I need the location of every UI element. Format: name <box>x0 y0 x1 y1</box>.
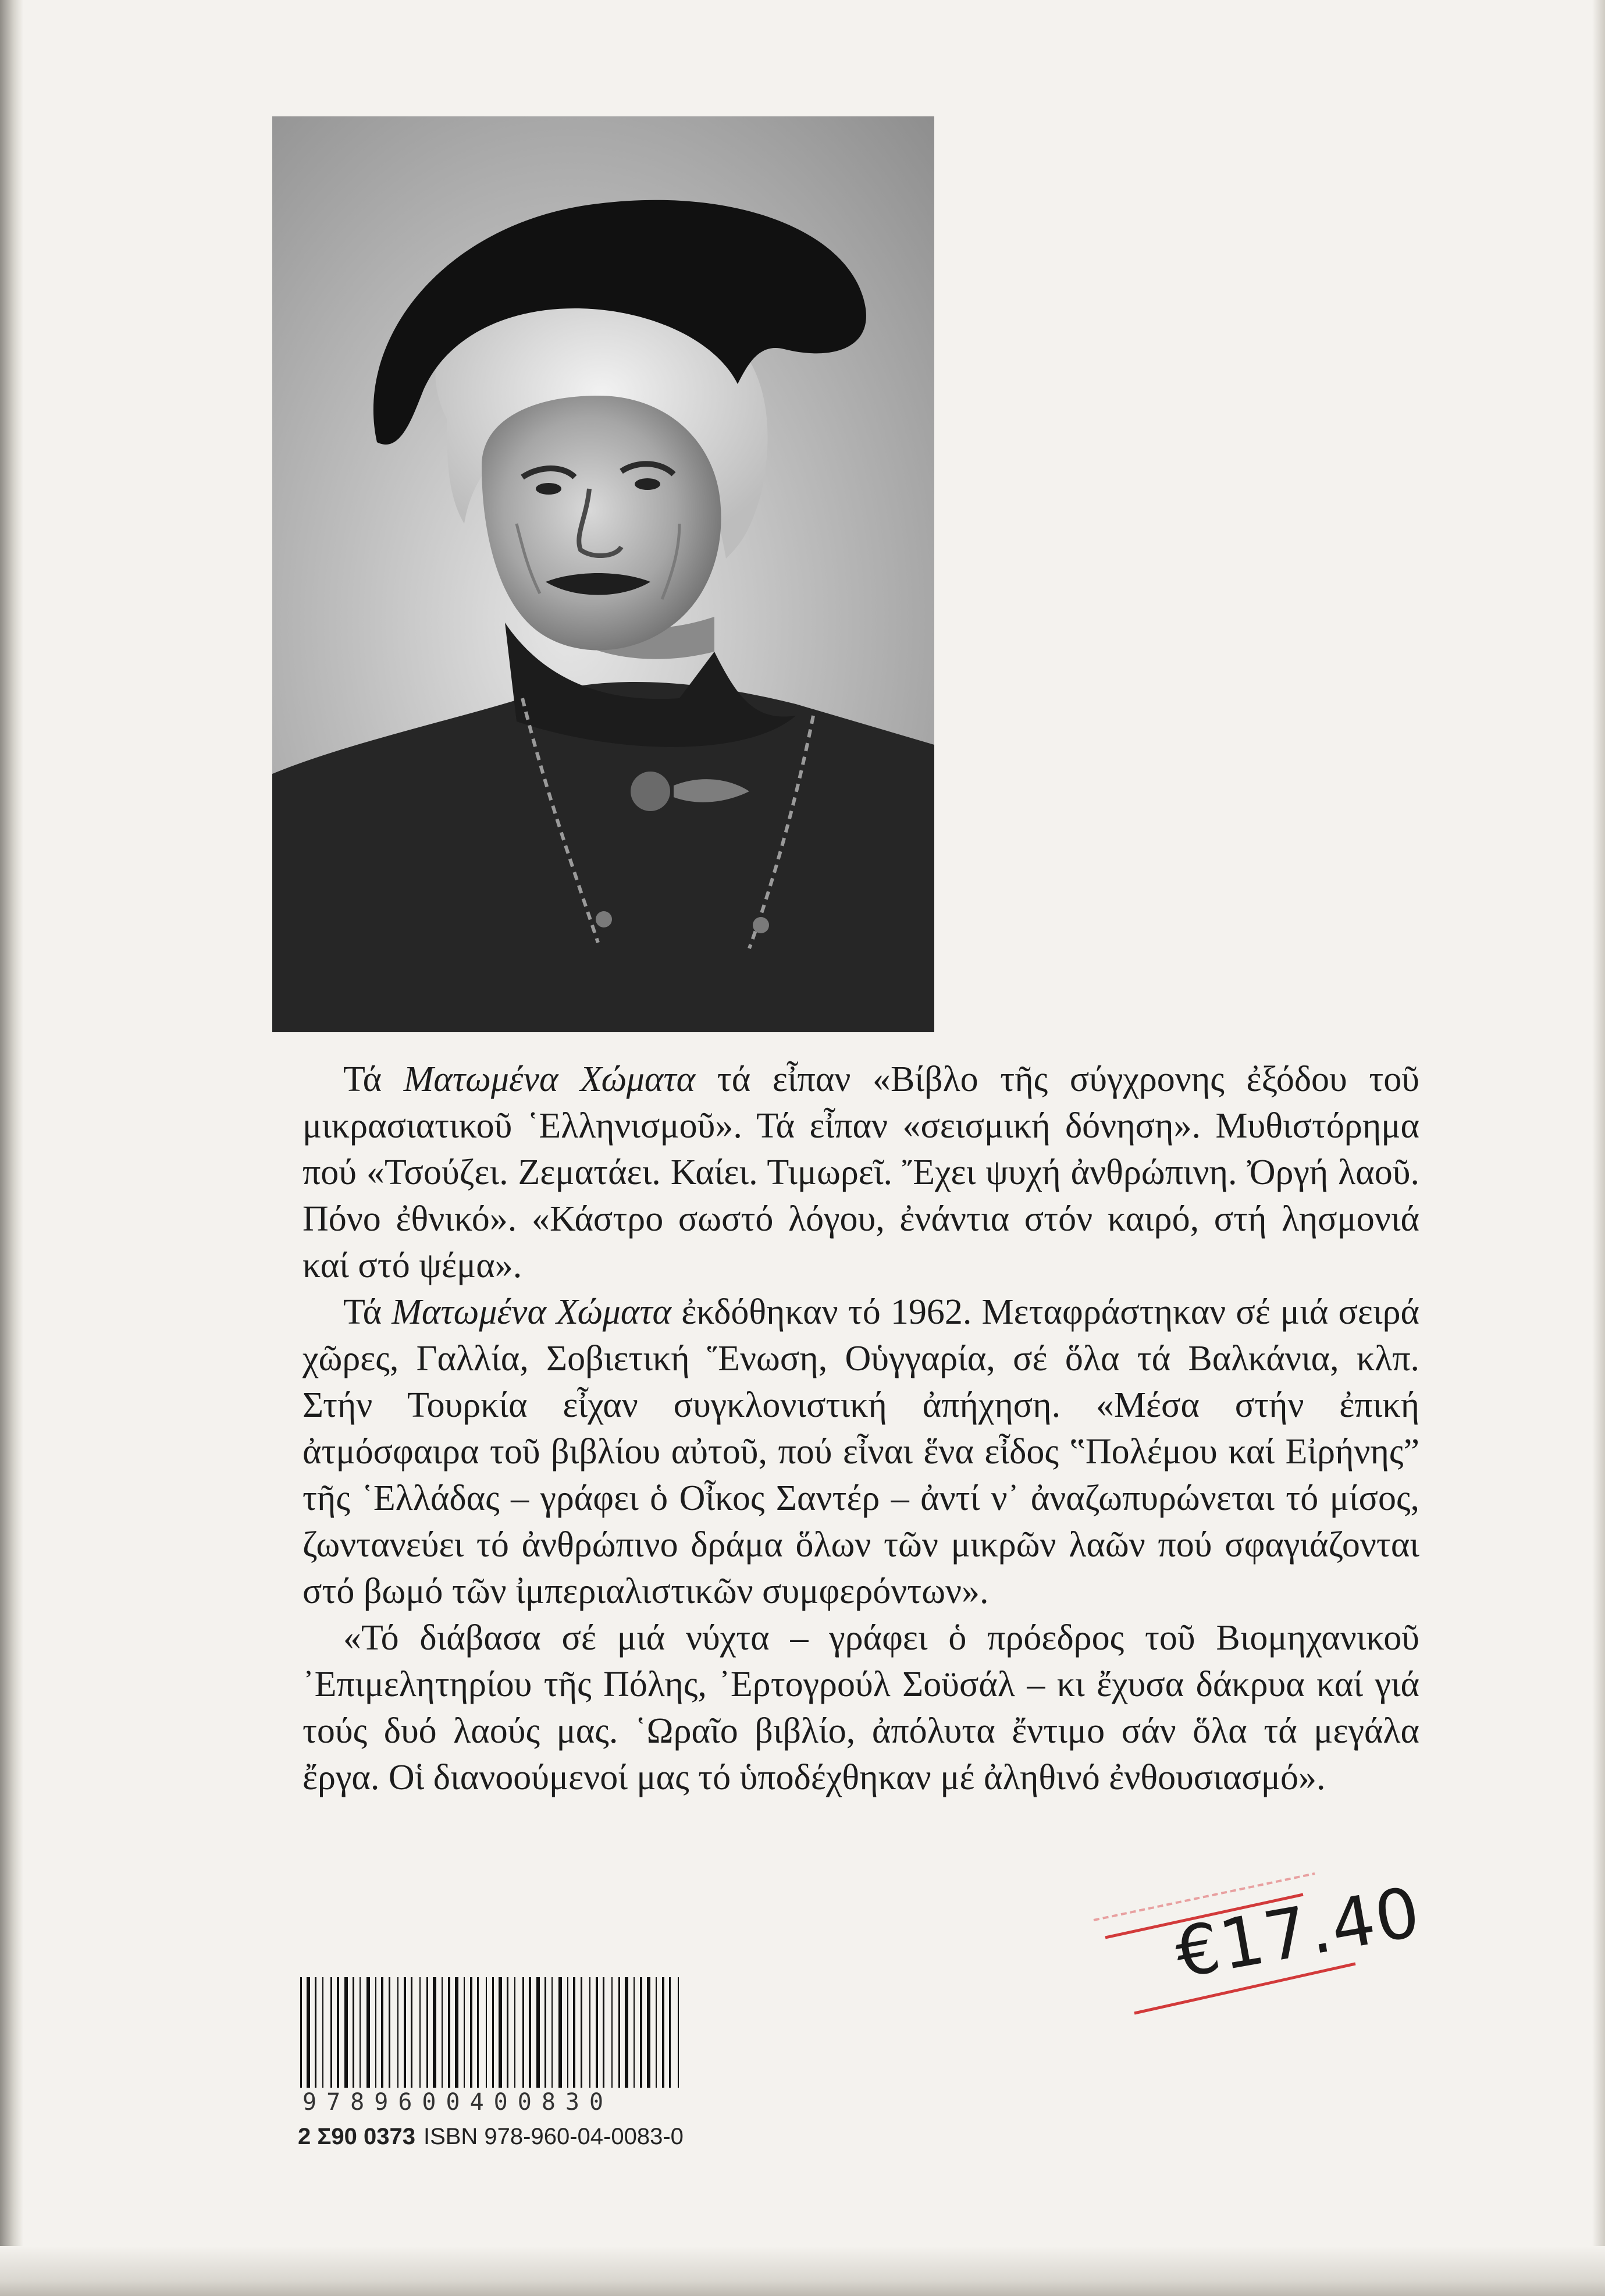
barcode-bar <box>573 1977 575 2088</box>
barcode-bar <box>581 1977 582 2088</box>
barcode-bar <box>514 1977 515 2088</box>
barcode-bar <box>492 1977 494 2088</box>
barcode-bars <box>298 1977 705 2091</box>
isbn-line <box>298 2124 684 2150</box>
barcode-bar <box>634 1977 635 2088</box>
barcode-bar <box>315 1977 316 2088</box>
barcode-bar <box>662 1977 664 2088</box>
barcode-bar <box>300 1977 302 2088</box>
barcode <box>298 1977 717 2146</box>
barcode-bar <box>404 1977 406 2088</box>
blurb-paragraph-2: Τά Ματωμένα Χώματα ἐκδόθηκαν τό 1962. Μεταφράστηκαν σέ μιά σειρά χῶρες, Γαλλία, Σοβιετική Ἕνωση, Οὑγγαρία, σέ ὅλα τά Βαλκάνια, κλπ. Στήν Τουρκία εἶχαν συγκλονιστική ἀπήχηση. «Μέσα στήν ἐπική ἀτμόσφαιρα τοῦ βιβλίου αὐτοῦ, πού εἶναι ἕνα εἶδος ‟Πολέμου καί Εἰρήνης” τῆς ῾Ελλάδας – γράφει ὁ Οἶκος Σαντέρ – ἀντί ν᾿ ἀναζωπυρώνεται τό μίσος, ζωντανεύει τό ἀνθρώπινο δράμα ὅλων τῶν μικρῶν λαῶν πού σφαγιάζονται στό βωμό τῶν ἰμπεριαλιστικῶν συμφερόντων». <box>303 1292 1420 1611</box>
book-title-italic: Ματωμένα Χώματα <box>392 1292 672 1332</box>
barcode-bar <box>389 1977 390 2088</box>
barcode-bar <box>470 1977 472 2088</box>
product-code: 2 Σ90 0373 <box>298 2124 415 2149</box>
barcode-bar <box>558 1977 562 2088</box>
barcode-bar <box>611 1977 613 2088</box>
barcode-bar <box>507 1977 508 2088</box>
barcode-bar <box>529 1977 531 2088</box>
isbn-number: ISBN 978-960-04-0083-0 <box>423 2124 684 2149</box>
barcode-bar <box>567 1977 568 2088</box>
blurb-paragraph-3: «Τό διάβασα σέ μιά νύχτα – γράφει ὁ πρόεδρος τοῦ Βιομηχανικοῦ ᾿Επιμελητηρίου τῆς Πόλης, ᾿Ερτογρούλ Σοϋσάλ – κι ἔχυσα δάκρυα καί γιά τούς δυό λαούς μας. ῾Ωραῖο βιβλίο, ἀπόλυτα ἔντιμο σάν ὅλα τά μεγάλα ἔργα. Οἱ διανοούμενοί μας τό ὑποδέχθηκαν μέ ἀληθινό ἐνθουσιασμό». <box>303 1618 1419 1797</box>
barcode-bar <box>337 1977 339 2088</box>
barcode-bar <box>442 1977 443 2088</box>
barcode-bar <box>596 1977 598 2088</box>
barcode-bar <box>656 1977 657 2088</box>
price-label: €17.40 <box>1169 1871 1427 1993</box>
book-right-edge <box>1592 0 1605 2296</box>
barcode-bar <box>551 1977 553 2088</box>
barcode-bar <box>522 1977 524 2088</box>
barcode-bar <box>366 1977 370 2088</box>
barcode-bar <box>545 1977 546 2088</box>
barcode-bar <box>499 1977 502 2088</box>
barcode-bar <box>448 1977 450 2088</box>
barcode-bar <box>426 1977 428 2088</box>
barcode-bar <box>640 1977 642 2088</box>
book-left-edge <box>0 0 23 2296</box>
barcode-bar <box>678 1977 679 2088</box>
barcode-bar <box>381 1977 383 2088</box>
barcode-bar <box>397 1977 398 2088</box>
barcode-bar <box>455 1977 458 2088</box>
barcode-bar <box>464 1977 465 2088</box>
barcode-bar <box>330 1977 332 2088</box>
back-cover-blurb <box>303 1056 1419 1801</box>
price-sticker <box>1082 1844 1427 2036</box>
barcode-digits: 9789600400830 <box>303 2089 614 2116</box>
barcode-bar <box>477 1977 479 2088</box>
author-portrait <box>272 116 934 1032</box>
barcode-bar <box>411 1977 412 2088</box>
barcode-bar <box>536 1977 540 2088</box>
barcode-bar <box>360 1977 361 2088</box>
barcode-bar <box>603 1977 604 2088</box>
barcode-bar <box>322 1977 323 2088</box>
barcode-bar <box>625 1977 628 2088</box>
blurb-paragraph-1: Τά Ματωμένα Χώματα τά εἶπαν «Βίβλο τῆς σύγχρονης ἐξόδου τοῦ μικρασιατικοῦ ῾Ελληνισμοῦ». Τά εἶπαν «σεισμική δόνηση». Μυθιστόρημα πού «Τσούζει. Ζεματάει. Καίει. Τιμωρεῖ. Ἔχει ψυχή ἀνθρώπινη. Ὀργή λαοῦ. Πόνο ἐθνικό». «Κάστρο σωστό λόγου, ἐνάντια στόν καιρό, στή λησμονιά καί στό ψέμα». <box>303 1060 1419 1285</box>
barcode-bar <box>307 1977 310 2088</box>
barcode-bar <box>669 1977 671 2088</box>
barcode-bar <box>419 1977 421 2088</box>
barcode-bar <box>486 1977 487 2088</box>
barcode-bar <box>589 1977 590 2088</box>
barcode-bar <box>433 1977 436 2088</box>
barcode-bar <box>344 1977 348 2088</box>
book-title-italic: Ματωμένα Χώματα <box>403 1060 696 1099</box>
barcode-bar <box>353 1977 354 2088</box>
barcode-bar <box>647 1977 650 2088</box>
barcode-bar <box>618 1977 620 2088</box>
book-bottom-edge <box>0 2246 1605 2296</box>
barcode-bar <box>375 1977 376 2088</box>
